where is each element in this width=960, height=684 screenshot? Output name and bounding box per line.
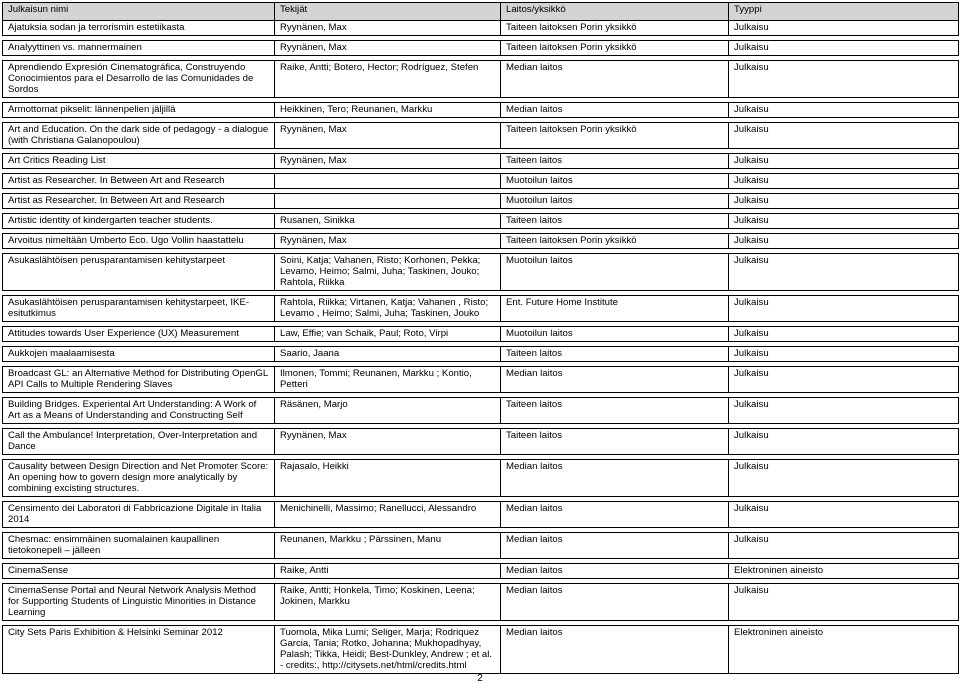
row-title: Ajatuksia sodan ja terrorismin estetiikasta [3,21,275,36]
table-row [3,103,959,118]
row-title: Artistic identity of kindergarten teacher students. [3,214,275,229]
row-authors: Heikkinen, Tero; Reunanen, Markku [275,103,501,118]
row-authors: Soini, Katja; Vahanen, Risto; Korhonen, Pekka; Levamo, Heimo; Salmi, Juha; Taskinen, Jouko; Rahtola, Riikka [275,254,501,291]
table-row [3,61,959,98]
row-unit: Muotoilun laitos [501,194,729,209]
row-unit: Taiteen laitoksen Porin yksikkö [501,41,729,56]
row-authors: Ilmonen, Tommi; Reunanen, Markku ; Kontio, Petteri [275,367,501,393]
row-unit: Median laitos [501,564,729,579]
row-type: Julkaisu [729,398,959,424]
publications-table [2,2,959,674]
row-unit: Muotoilun laitos [501,327,729,342]
row-title: Armottomat pikselit: lännenpelien jäljillä [3,103,275,118]
row-type: Elektroninen aineisto [729,564,959,579]
row-type: Julkaisu [729,347,959,362]
row-title: Asukaslähtöisen perusparantamisen kehitystarpeet, IKE-esitutkimus [3,296,275,322]
row-title: Arvoitus nimeltään Umberto Eco. Ugo Vollin haastattelu [3,234,275,249]
table-row [3,21,959,36]
row-type: Julkaisu [729,502,959,528]
row-type: Julkaisu [729,194,959,209]
row-title: Aprendiendo Expresión Cinematográfica, Construyendo Conocimientos para el Desarrollo de las Comunidades de Sordos [3,61,275,98]
row-unit: Median laitos [501,61,729,98]
row-type: Julkaisu [729,296,959,322]
row-unit: Taiteen laitos [501,398,729,424]
column-header-authors: Tekijät [275,3,501,21]
row-type: Julkaisu [729,41,959,56]
row-title: City Sets Paris Exhibition & Helsinki Seminar 2012 [3,626,275,674]
row-unit: Taiteen laitos [501,154,729,169]
row-title: Aukkojen maalaamisesta [3,347,275,362]
row-unit: Taiteen laitoksen Porin yksikkö [501,123,729,149]
row-type: Julkaisu [729,429,959,455]
table-row [3,123,959,149]
row-title: CinemaSense Portal and Neural Network Analysis Method for Supporting Students of Linguistic Minorities in Distance Learning [3,584,275,621]
row-authors: Ryynänen, Max [275,429,501,455]
row-authors: Raike, Antti; Honkela, Timo; Koskinen, Leena; Jokinen, Markku [275,584,501,621]
row-type: Julkaisu [729,327,959,342]
row-title: Chesmac: ensimmäinen suomalainen kaupallinen tietokonepeli – jälleen [3,533,275,559]
row-type: Elektroninen aineisto [729,626,959,674]
row-type: Julkaisu [729,21,959,36]
row-type: Julkaisu [729,254,959,291]
row-type: Julkaisu [729,234,959,249]
row-unit: Taiteen laitos [501,214,729,229]
row-title: Attitudes towards User Experience (UX) Measurement [3,327,275,342]
table-row [3,564,959,579]
row-title: Art Critics Reading List [3,154,275,169]
table-row [3,254,959,291]
row-title: Art and Education. On the dark side of pedagogy - a dialogue (with Christiana Galanopoulou) [3,123,275,149]
table-row [3,502,959,528]
row-authors: Rahtola, Riikka; Virtanen, Katja; Vahanen , Risto; Levamo , Heimo; Salmi, Juha; Taskinen, Jouko [275,296,501,322]
row-type: Julkaisu [729,584,959,621]
row-authors [275,194,501,209]
table-row [3,214,959,229]
row-title: Artist as Researcher. In Between Art and Research [3,194,275,209]
row-authors: Reunanen, Markku ; Pärssinen, Manu [275,533,501,559]
row-unit: Ent. Future Home Institute [501,296,729,322]
table-row [3,429,959,455]
page-number: 2 [477,673,483,684]
row-type: Julkaisu [729,61,959,98]
row-unit: Median laitos [501,460,729,497]
column-header-unit: Laitos/yksikkö [501,3,729,21]
table-row [3,584,959,621]
row-authors [275,174,501,189]
row-authors: Rusanen, Sinikka [275,214,501,229]
table-row [3,327,959,342]
table-row [3,533,959,559]
row-authors: Menichinelli, Massimo; Ranellucci, Alessandro [275,502,501,528]
row-title: Asukaslähtöisen perusparantamisen kehitystarpeet [3,254,275,291]
row-title: Broadcast GL: an Alternative Method for Distributing OpenGL API Calls to Multiple Rendering Slaves [3,367,275,393]
row-type: Julkaisu [729,367,959,393]
row-title: Call the Ambulance! Interpretation, Over-Interpretation and Dance [3,429,275,455]
row-authors: Tuomola, Mika Lumi; Seliger, Marja; Rodriquez Garcia, Tania; Rotko, Johanna; Mukhopadhyay, Palash; Tikka, Heidi; Best-Dunkley, Andrew ; et al. - credits:, http://citysets.net/html/credits.html [275,626,501,674]
row-type: Julkaisu [729,460,959,497]
row-authors: Ryynänen, Max [275,41,501,56]
table-row [3,296,959,322]
row-unit: Taiteen laitos [501,347,729,362]
row-unit: Median laitos [501,103,729,118]
header-row [3,3,959,21]
row-type: Julkaisu [729,174,959,189]
row-unit: Median laitos [501,367,729,393]
table-row [3,626,959,674]
table-row [3,41,959,56]
row-authors: Ryynänen, Max [275,154,501,169]
table-row [3,234,959,249]
row-type: Julkaisu [729,103,959,118]
row-type: Julkaisu [729,214,959,229]
table-row [3,398,959,424]
row-title: Building Bridges. Experiental Art Understanding: A Work of Art as a Means of Understanding and Constructing Self [3,398,275,424]
row-authors: Rajasalo, Heikki [275,460,501,497]
row-unit: Median laitos [501,626,729,674]
row-unit: Taiteen laitos [501,429,729,455]
row-authors: Law, Effie; van Schaik, Paul; Roto, Virpi [275,327,501,342]
row-type: Julkaisu [729,154,959,169]
row-authors: Ryynänen, Max [275,234,501,249]
row-unit: Median laitos [501,584,729,621]
table-row [3,174,959,189]
table-row [3,367,959,393]
table-row [3,347,959,362]
row-unit: Taiteen laitoksen Porin yksikkö [501,21,729,36]
row-authors: Ryynänen, Max [275,123,501,149]
table-row [3,194,959,209]
row-authors: Ryynänen, Max [275,21,501,36]
column-header-title: Julkaisun nimi [3,3,275,21]
row-authors: Raike, Antti; Botero, Hector; Rodríguez, Stefen [275,61,501,98]
row-authors: Saario, Jaana [275,347,501,362]
row-authors: Raike, Antti [275,564,501,579]
row-unit: Taiteen laitoksen Porin yksikkö [501,234,729,249]
row-unit: Muotoilun laitos [501,254,729,291]
row-title: Analyyttinen vs. mannermainen [3,41,275,56]
row-unit: Muotoilun laitos [501,174,729,189]
table-row [3,154,959,169]
row-type: Julkaisu [729,123,959,149]
row-title: Causality between Design Direction and Net Promoter Score: An opening how to govern design more analytically by combining excisting structures. [3,460,275,497]
row-title: Censimento dei Laboratori di Fabbricazione Digitale in Italia 2014 [3,502,275,528]
row-unit: Median laitos [501,502,729,528]
table-body [3,21,959,674]
row-title: Artist as Researcher. In Between Art and Research [3,174,275,189]
row-title: CinemaSense [3,564,275,579]
row-authors: Räsänen, Marjo [275,398,501,424]
column-header-type: Tyyppi [729,3,959,21]
row-type: Julkaisu [729,533,959,559]
row-unit: Median laitos [501,533,729,559]
table-row [3,460,959,497]
